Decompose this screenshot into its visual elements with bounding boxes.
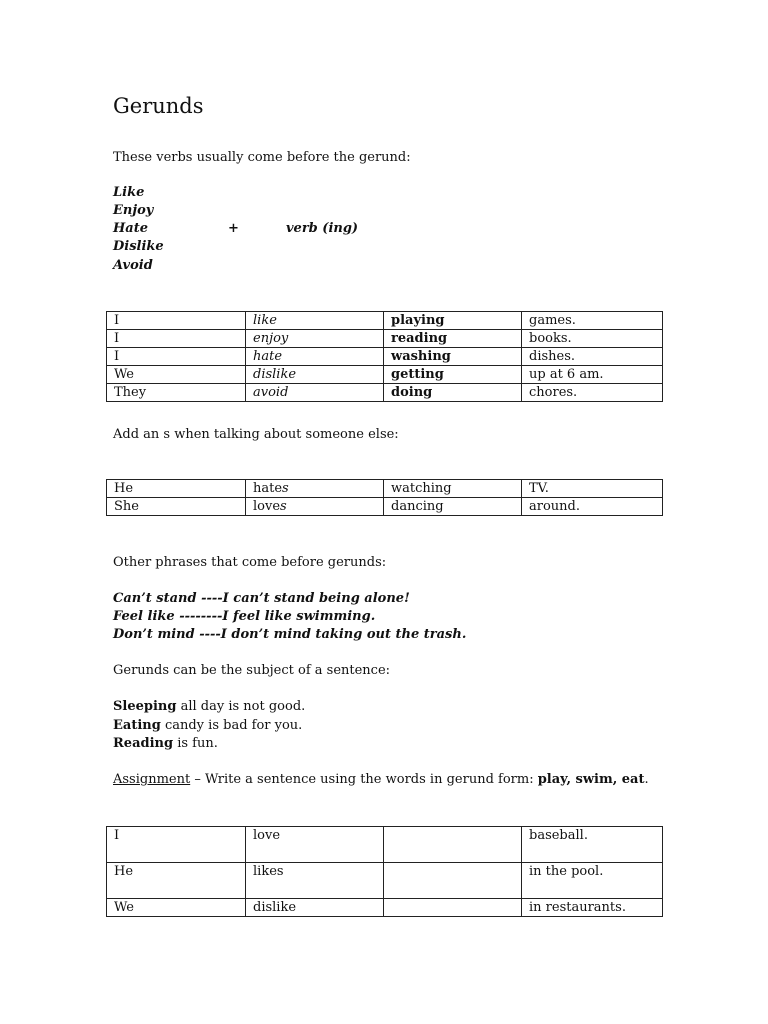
formula-rule: verb (ing): [286, 221, 359, 236]
subject-intro: Gerunds can be the subject of a sentence:: [113, 663, 391, 678]
table-row: [107, 312, 663, 330]
table-row: [107, 330, 663, 348]
subject-gerund: Reading: [113, 736, 174, 751]
verb-cell: like: [246, 312, 384, 330]
intro-text: These verbs usually come before the gerund:: [113, 150, 411, 165]
verb-cell: [246, 480, 384, 498]
subject-cell: We: [107, 899, 246, 917]
table-row: [107, 827, 663, 863]
subject-rest: all day is not good.: [176, 699, 306, 714]
assignment-label: Assignment: [113, 772, 191, 787]
table-row: [107, 480, 663, 498]
subject-example: [113, 718, 302, 733]
verb-cell: dislike: [246, 899, 384, 917]
object-cell: dishes.: [522, 348, 663, 366]
assignment-end: .: [644, 772, 649, 787]
subject-example: [113, 736, 218, 751]
formula-plus: +: [228, 221, 239, 236]
subject-cell: I: [107, 827, 246, 863]
assignment-line: [113, 772, 649, 787]
gerund-table-third-person: [106, 479, 663, 516]
verb-cell: love: [246, 827, 384, 863]
verb-avoid: Avoid: [113, 258, 153, 273]
object-cell: books.: [522, 330, 663, 348]
verb-cell: hate: [246, 348, 384, 366]
subject-cell: They: [107, 384, 246, 402]
add-s-note: Add an s when talking about someone else:: [113, 427, 399, 442]
subject-cell: I: [107, 330, 246, 348]
assignment-words: play, swim, eat: [537, 772, 645, 787]
gerund-cell: reading: [384, 330, 522, 348]
phrase-dont-mind: Don’t mind ----I don’t mind taking out the trash.: [113, 627, 467, 642]
verb-stem: hate: [253, 481, 283, 496]
page-title: Gerunds: [113, 94, 204, 118]
subject-rest: candy is bad for you.: [160, 718, 303, 733]
object-cell: games.: [522, 312, 663, 330]
table-row: [107, 863, 663, 899]
object-cell: baseball.: [522, 827, 663, 863]
subject-cell: He: [107, 480, 246, 498]
subject-gerund: Sleeping: [113, 699, 177, 714]
gerund-cell: washing: [384, 348, 522, 366]
assignment-table: [106, 826, 663, 917]
gerund-blank-cell[interactable]: [384, 863, 522, 899]
other-phrases-intro: Other phrases that come before gerunds:: [113, 555, 387, 570]
subject-gerund: Eating: [113, 718, 161, 733]
subject-cell: I: [107, 312, 246, 330]
gerund-cell: watching: [384, 480, 522, 498]
verb-cell: enjoy: [246, 330, 384, 348]
phrase-feel-like: Feel like --------I feel like swimming.: [113, 609, 376, 624]
object-cell: in the pool.: [522, 863, 663, 899]
subject-rest: is fun.: [173, 736, 218, 751]
subject-cell: She: [107, 498, 246, 516]
object-cell: chores.: [522, 384, 663, 402]
gerund-cell: dancing: [384, 498, 522, 516]
verb-s-suffix: s: [280, 499, 287, 514]
verb-dislike: Dislike: [113, 239, 164, 254]
gerund-table-first-person: [106, 311, 663, 402]
subject-cell: We: [107, 366, 246, 384]
table-row: [107, 366, 663, 384]
object-cell: in restaurants.: [522, 899, 663, 917]
verb-cell: avoid: [246, 384, 384, 402]
table-row: [107, 348, 663, 366]
gerund-cell: playing: [384, 312, 522, 330]
verb-s-suffix: s: [282, 481, 289, 496]
gerund-cell: doing: [384, 384, 522, 402]
object-cell: around.: [522, 498, 663, 516]
object-cell: TV.: [522, 480, 663, 498]
verb-cell: likes: [246, 863, 384, 899]
gerund-cell: getting: [384, 366, 522, 384]
table-row: [107, 384, 663, 402]
gerund-blank-cell[interactable]: [384, 899, 522, 917]
object-cell: up at 6 am.: [522, 366, 663, 384]
verb-hate: Hate: [113, 221, 148, 236]
subject-cell: I: [107, 348, 246, 366]
verb-stem: love: [253, 499, 281, 514]
gerund-blank-cell[interactable]: [384, 827, 522, 863]
assignment-text: – Write a sentence using the words in gerund form:: [190, 772, 538, 787]
table-row: [107, 498, 663, 516]
subject-example: [113, 699, 305, 714]
verb-like: Like: [113, 185, 145, 200]
verb-cell: [246, 498, 384, 516]
subject-cell: He: [107, 863, 246, 899]
phrase-cant-stand: Can’t stand ----I can’t stand being alone!: [113, 591, 410, 606]
table-row: [107, 899, 663, 917]
verb-enjoy: Enjoy: [113, 203, 154, 218]
verb-cell: dislike: [246, 366, 384, 384]
